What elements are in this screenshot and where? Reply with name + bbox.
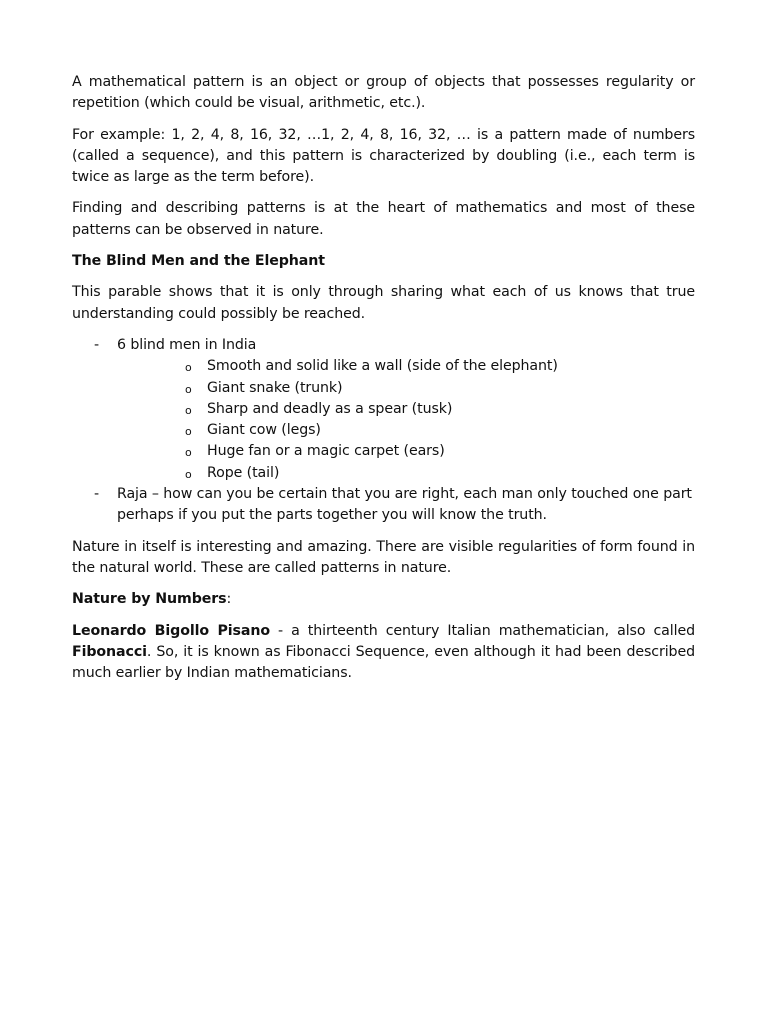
- circle-marker: o: [185, 446, 192, 460]
- sub-list-item-text: Rope (tail): [207, 464, 280, 481]
- dash-list: [72, 335, 695, 527]
- section-heading-elephant: The Blind Men and the Elephant: [72, 253, 325, 270]
- fibonacci-full-name: Leonardo Bigollo Pisano: [72, 622, 271, 639]
- list-item-text: Raja – how can you be certain that you are right, each man only touched one part perhaps if you put the parts together you will know the truth.: [117, 486, 692, 524]
- dash-marker: -: [94, 336, 100, 353]
- intro-paragraph-1: A mathematical pattern is an object or group of objects that possesses regularity or repetition (which could be visual, arithmetic, etc.).: [72, 74, 695, 112]
- fibonacci-paragraph: [72, 621, 695, 685]
- heading-colon: :: [226, 591, 232, 608]
- sub-list-item: [117, 463, 695, 484]
- sub-list-item-text: Smooth and solid like a wall (side of the elephant): [207, 358, 558, 375]
- section-heading-nature-by-numbers: [72, 589, 695, 610]
- circle-marker: o: [185, 403, 192, 417]
- dash-marker: -: [94, 486, 100, 503]
- sub-list-item: [117, 356, 695, 377]
- nature-paragraph: Nature in itself is interesting and amazing. There are visible regularities of form found in the natural world. These are called patterns in nature.: [72, 538, 695, 576]
- heading-text: Nature by Numbers: [72, 591, 227, 608]
- document-page: [72, 72, 695, 694]
- sub-list-item: [117, 378, 695, 399]
- circle-marker: o: [185, 382, 192, 396]
- sub-list-item-text: Huge fan or a magic carpet (ears): [207, 443, 445, 460]
- list-item: [72, 335, 695, 484]
- circle-marker: o: [185, 361, 192, 375]
- sub-list-item-text: Giant snake (trunk): [207, 379, 343, 396]
- intro-paragraph-3: Finding and describing patterns is at the heart of mathematics and most of these patterns can be observed in nature.: [72, 200, 695, 238]
- parable-paragraph: This parable shows that it is only through sharing what each of us knows that true understanding could possibly be reached.: [72, 284, 695, 322]
- fibonacci-alias: Fibonacci: [72, 643, 147, 660]
- sub-list-item: [117, 420, 695, 441]
- sub-list: [117, 356, 695, 484]
- fibonacci-text-1: - a thirteenth century Italian mathematician, also called: [270, 622, 695, 639]
- intro-paragraph-2: For example: 1, 2, 4, 8, 16, 32, …1, 2, 4, 8, 16, 32, … is a pattern made of numbers (called a sequence), and this pattern is characterized by doubling (i.e., each term is twice as large as the term before).: [72, 126, 695, 186]
- sub-list-item: [117, 441, 695, 462]
- circle-marker: o: [185, 425, 192, 439]
- sub-list-item-text: Sharp and deadly as a spear (tusk): [207, 400, 453, 417]
- fibonacci-text-2: . So, it is known as Fibonacci Sequence, even although it had been described much earlier by Indian mathematicians.: [72, 643, 695, 682]
- list-item-text: 6 blind men in India: [117, 336, 257, 353]
- circle-marker: o: [185, 467, 192, 481]
- list-item: [72, 484, 695, 527]
- sub-list-item: [117, 399, 695, 420]
- sub-list-item-text: Giant cow (legs): [207, 422, 321, 439]
